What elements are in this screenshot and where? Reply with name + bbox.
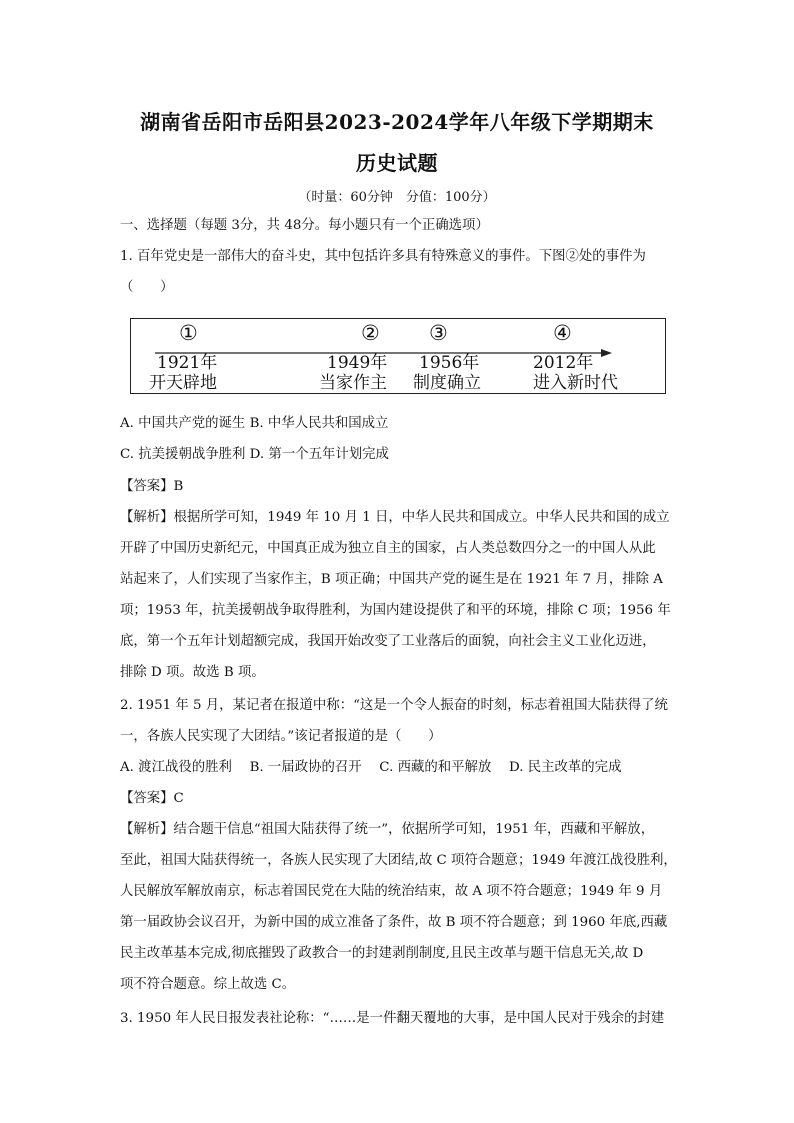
q1-analysis-line: 排除 D 项。故选 B 项。 (120, 665, 265, 680)
q1-answer: 【答案】B (120, 479, 184, 494)
q2-analysis-line: 项不符合题意。综上故选 C。 (120, 977, 296, 992)
q2-analysis-line: 人民解放军解放南京，标志着国民党在大陆的统治结束，故 A 项不符合题意；1949 年 9 月 (120, 884, 663, 899)
section-heading: 一、选择题（每题 3分，共 48分。每小题只有一个正确选项） (120, 218, 489, 233)
timeline-event-1: 开天辟地 (149, 373, 217, 393)
q1-analysis-line: 底，第一个五年计划超额完成，我国开始改变了工业落后的面貌，向社会主义工业化迈进， (120, 634, 656, 649)
q2-analysis-line: 第一届政协会议召开，为新中国的成立准备了条件，故 B 项不符合题意；到 1960 年底,西藏 (120, 915, 668, 930)
timeline-year-3: 1956年 (419, 353, 480, 373)
q1-analysis-line: 【解析】根据所学可知，1949 年 10 月 1 日，中华人民共和国成立。中华人民共和国的成立 (120, 510, 670, 525)
q2-answer: 【答案】C (120, 791, 184, 806)
q1-options-line1: A. 中国共产党的诞生 B. 中华人民共和国成立 (120, 416, 389, 431)
timeline-event-4: 进入新时代 (533, 373, 618, 393)
q1-options-line2: C. 抗美援朝战争胜利 D. 第一个五年计划完成 (120, 447, 389, 462)
timeline-year-2: 1949年 (327, 353, 388, 373)
timeline-mark-3: ③ (429, 321, 448, 345)
exam-meta: （时量：60分钟 分值：100分） (298, 190, 496, 205)
page-subtitle: 历史试题 (356, 151, 438, 175)
q2-stem-line2: 一，各族人民实现了大团结。”该记者报道的是（ ） (120, 729, 442, 744)
q2-options: A. 渡江战役的胜利 B. 一届政协的召开 C. 西藏的和平解放 D. 民主改革的完成 (120, 760, 622, 775)
q1-stem-line1: 1. 百年党史是一部伟大的奋斗史，其中包括许多具有特殊意义的事件。下图②处的事件为 (120, 249, 646, 264)
q2-analysis-line: 至此，祖国大陆获得统一，各族人民实现了大团结,故 C 项符合题意；1949 年渡江战役胜利， (120, 853, 677, 868)
timeline-mark-1: ① (179, 321, 198, 345)
timeline-mark-2: ② (361, 321, 380, 345)
q2-analysis-line: 民主改革基本完成,彻底摧毁了政教合一的封建剥削制度,且民主改革与题干信息无关,故 D (120, 946, 644, 961)
page-title: 湖南省岳阳市岳阳县2023-2024学年八年级下学期期末 (140, 110, 654, 134)
timeline-figure (130, 318, 666, 394)
timeline-mark-4: ④ (553, 321, 572, 345)
timeline-event-3: 制度确立 (413, 373, 481, 393)
q1-analysis-line: 项；1953 年，抗美援朝战争取得胜利，为国内建设提供了和平的环境，排除 C 项；1956 年 (120, 603, 671, 618)
timeline-year-1: 1921年 (157, 353, 218, 373)
q2-analysis-line: 【解析】结合题干信息“祖国大陆获得了统一”，依据所学可知，1951 年，西藏和平解放， (120, 822, 655, 837)
q3-stem-line1: 3. 1950 年人民日报发表社论称：“……是一件翻天覆地的大事，是中国人民对于残余的封建 (120, 1011, 665, 1026)
q1-analysis-line: 开辟了中国历史新纪元，中国真正成为独立自主的国家，占人类总数四分之一的中国人从此 (120, 541, 656, 556)
q2-stem-line1: 2. 1951 年 5 月，某记者在报道中称：“这是一个令人振奋的时刻，标志着祖国大陆获得了统 (120, 698, 668, 713)
timeline-year-4: 2012年 (533, 353, 594, 373)
q1-analysis-line: 站起来了，人们实现了当家作主，B 项正确；中国共产党的诞生是在 1921 年 7 月，排除 A (120, 572, 663, 587)
timeline-event-2: 当家作主 (319, 373, 387, 393)
q1-stem-line2: （ ） (120, 280, 174, 295)
